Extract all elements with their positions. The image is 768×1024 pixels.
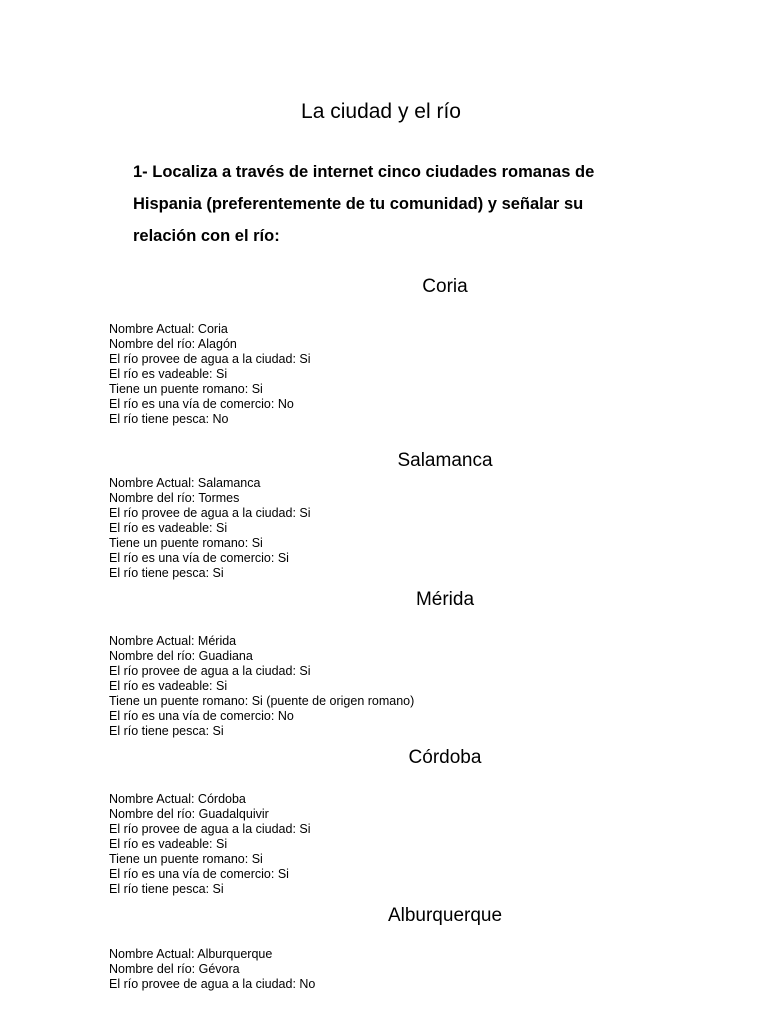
city-heading: Córdoba bbox=[408, 747, 482, 768]
field-puente-romano: Tiene un puente romano: Si (puente de origen romano) bbox=[109, 694, 415, 708]
field-nombre-actual: Nombre Actual: Alburquerque bbox=[109, 947, 273, 961]
field-provee-agua: El río provee de agua a la ciudad: Si bbox=[109, 506, 311, 520]
field-nombre-actual: Nombre Actual: Córdoba bbox=[109, 792, 246, 806]
field-nombre-rio: Nombre del río: Gévora bbox=[109, 962, 240, 976]
field-nombre-actual: Nombre Actual: Mérida bbox=[109, 634, 237, 648]
city-heading: Alburquerque bbox=[387, 905, 503, 926]
field-vadeable: El río es vadeable: Si bbox=[109, 367, 228, 381]
field-puente-romano: Tiene un puente romano: Si bbox=[109, 852, 263, 866]
field-via-comercio: El río es una vía de comercio: No bbox=[109, 709, 294, 723]
field-nombre-actual: Nombre Actual: Salamanca bbox=[109, 476, 261, 490]
field-nombre-rio: Nombre del río: Alagón bbox=[109, 337, 237, 351]
field-pesca: El río tiene pesca: Si bbox=[109, 566, 224, 580]
field-puente-romano: Tiene un puente romano: Si bbox=[109, 536, 263, 550]
city-heading: Mérida bbox=[415, 589, 475, 610]
city-fields-list bbox=[109, 476, 311, 581]
field-nombre-actual: Nombre Actual: Coria bbox=[109, 322, 228, 336]
field-pesca: El río tiene pesca: No bbox=[109, 412, 229, 426]
city-fields-list bbox=[109, 322, 311, 427]
field-vadeable: El río es vadeable: Si bbox=[109, 837, 228, 851]
document-title: La ciudad y el río bbox=[301, 100, 461, 123]
field-via-comercio: El río es una vía de comercio: No bbox=[109, 397, 294, 411]
question-text bbox=[133, 156, 633, 252]
field-puente-romano: Tiene un puente romano: Si bbox=[109, 382, 263, 396]
city-heading: Coria bbox=[422, 276, 468, 297]
field-via-comercio: El río es una vía de comercio: Si bbox=[109, 867, 289, 881]
question-line: Hispania (preferentemente de tu comunidad) y señalar su bbox=[133, 195, 584, 213]
field-provee-agua: El río provee de agua a la ciudad: Si bbox=[109, 664, 311, 678]
field-nombre-rio: Nombre del río: Guadalquivir bbox=[109, 807, 269, 821]
field-nombre-rio: Nombre del río: Guadiana bbox=[109, 649, 253, 663]
field-pesca: El río tiene pesca: Si bbox=[109, 882, 224, 896]
question-line: 1- Localiza a través de internet cinco ciudades romanas de bbox=[133, 163, 595, 181]
city-fields-list bbox=[109, 947, 315, 992]
field-provee-agua: El río provee de agua a la ciudad: No bbox=[109, 977, 316, 991]
field-vadeable: El río es vadeable: Si bbox=[109, 521, 228, 535]
field-provee-agua: El río provee de agua a la ciudad: Si bbox=[109, 352, 311, 366]
field-vadeable: El río es vadeable: Si bbox=[109, 679, 228, 693]
field-via-comercio: El río es una vía de comercio: Si bbox=[109, 551, 289, 565]
city-fields-list bbox=[109, 792, 311, 897]
field-pesca: El río tiene pesca: Si bbox=[109, 724, 224, 738]
field-provee-agua: El río provee de agua a la ciudad: Si bbox=[109, 822, 311, 836]
field-nombre-rio: Nombre del río: Tormes bbox=[109, 491, 240, 505]
question-line: relación con el río: bbox=[133, 227, 280, 245]
city-fields-list bbox=[109, 634, 414, 739]
city-heading: Salamanca bbox=[397, 450, 493, 471]
